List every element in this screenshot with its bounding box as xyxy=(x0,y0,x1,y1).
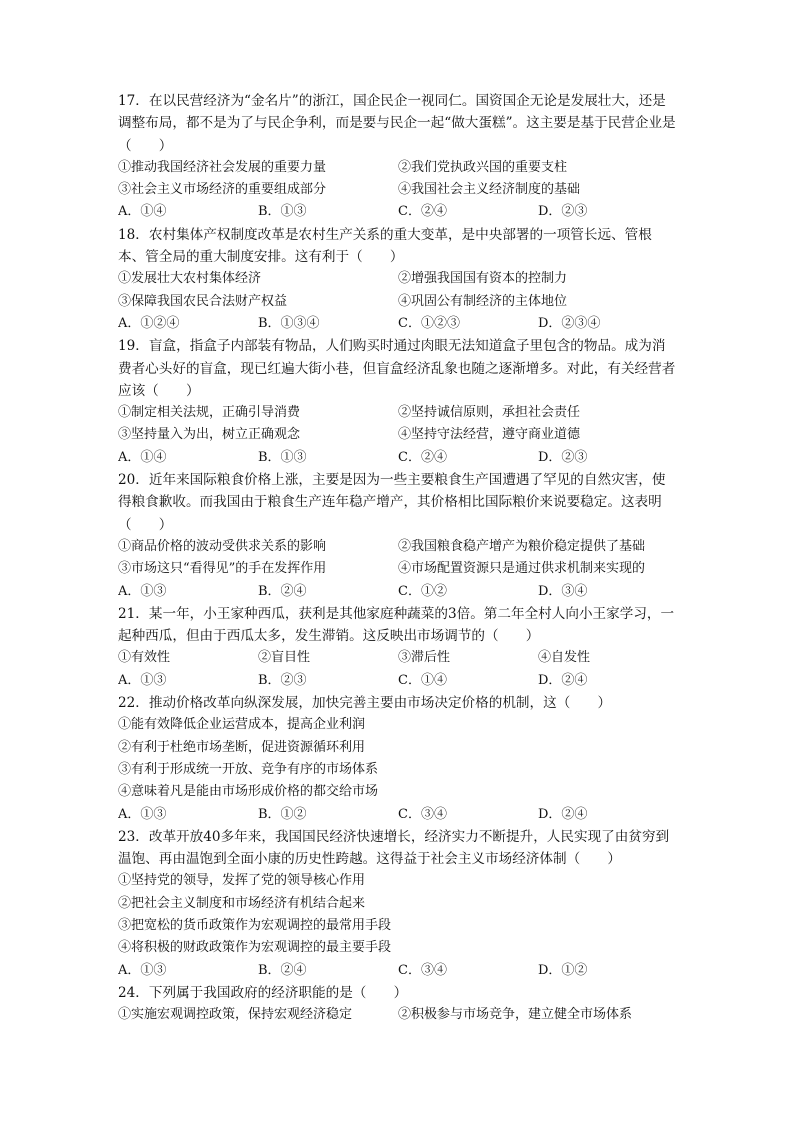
answer-choice-c: C．②④ xyxy=(398,204,447,220)
option-item: ④市场配置资源只是通过供求机制来实现的 xyxy=(398,561,646,577)
question-stem: 19．盲盒，指盒子内部装有物品，人们购买时通过肉眼无法知道盒子里包含的物品。成为消费者心头好的盲盒，现已红遍大街小巷，但盲盒经济乱象也随之逐渐增多。对此，有关经营者应该（ ） xyxy=(118,338,676,399)
answer-choice-d: D．②③④ xyxy=(538,315,601,331)
question-20 xyxy=(118,469,678,603)
question-stem: 18．农村集体产权制度改革是农村生产关系的重大变革，是中央部署的一项管长远、管根本、管全局的重大制度安排。这有利于（ ） xyxy=(118,226,652,266)
option-item: ④坚持守法经营，遵守商业道德 xyxy=(398,427,581,443)
question-stem: 21．某一年，小王家种西瓜，获利是其他家庭种蔬菜的3倍。第二年全村人向小王家学习，一起种西瓜，但由于西瓜太多，发生滞销。这反映出市场调节的（ ） xyxy=(118,605,675,645)
question-stem: 20．近年来国际粮食价格上涨，主要是因为一些主要粮食生产国遭遇了罕见的自然灾害，使得粮食歉收。而我国由于粮食生产连年稳产增产，其价格相比国际粮价来说要稳定。这表明（ ） xyxy=(118,472,666,533)
answer-choices xyxy=(118,447,678,469)
answer-choice-a: A．①③ xyxy=(118,962,167,978)
option-grid xyxy=(118,647,678,669)
option-item: ②我们党执政兴国的重要支柱 xyxy=(398,159,568,175)
answer-choice-a: A．①③ xyxy=(118,672,167,688)
option-item: ③把宽松的货币政策作为宏观调控的最常用手段 xyxy=(118,917,392,933)
answer-choice-d: D．②④ xyxy=(538,806,588,822)
answer-choices xyxy=(118,804,678,826)
option-item: ②盲目性 xyxy=(258,650,311,666)
answer-choice-a: A．①②④ xyxy=(118,315,180,331)
option-item: ②有利于杜绝市场垄断，促进资源循环利用 xyxy=(118,739,366,755)
option-item: ②我国粮食稳产增产为粮价稳定提供了基础 xyxy=(398,538,646,554)
option-item: ②积极参与市场竞争，建立健全市场体系 xyxy=(398,1007,633,1023)
answer-choice-a: A．①④ xyxy=(118,449,167,465)
answer-choice-b: B．①② xyxy=(258,806,307,822)
answer-choices xyxy=(118,960,678,982)
answer-choice-a: A．①③ xyxy=(118,583,167,599)
option-grid xyxy=(118,1004,678,1026)
option-item: ①坚持党的领导，发挥了党的领导核心作用 xyxy=(118,873,366,889)
option-item: ③社会主义市场经济的重要组成部分 xyxy=(118,182,327,198)
answer-choices xyxy=(118,581,678,603)
option-item: ④意味着凡是能由市场形成价格的都交给市场 xyxy=(118,784,379,800)
answer-choice-b: B．①③④ xyxy=(258,315,320,331)
option-item: ②把社会主义制度和市场经济有机结合起来 xyxy=(118,895,366,911)
answer-choice-c: C．①②③ xyxy=(398,315,460,331)
option-item: ①推动我国经济社会发展的重要力量 xyxy=(118,159,327,175)
option-grid xyxy=(118,268,678,313)
answer-choice-d: D．②④ xyxy=(538,672,588,688)
question-21 xyxy=(118,603,678,692)
answer-choice-d: D．③④ xyxy=(538,583,588,599)
option-list xyxy=(118,870,678,959)
option-item: ①能有效降低企业运营成本，提高企业利润 xyxy=(118,717,366,733)
answer-choice-b: B．②③ xyxy=(258,672,307,688)
option-item: ③有利于形成统一开放、竞争有序的市场体系 xyxy=(118,761,379,777)
answer-choice-a: A．①④ xyxy=(118,204,167,220)
option-grid xyxy=(118,157,678,202)
option-item: ③保障我国农民合法财产权益 xyxy=(118,293,288,309)
answer-choices xyxy=(118,313,678,335)
option-item: ①实施宏观调控政策，保持宏观经济稳定 xyxy=(118,1007,353,1023)
option-grid xyxy=(118,536,678,581)
answer-choice-b: B．①③ xyxy=(258,204,307,220)
answer-choice-c: C．③④ xyxy=(398,806,447,822)
option-item: ④巩固公有制经济的主体地位 xyxy=(398,293,568,309)
answer-choices xyxy=(118,670,678,692)
question-24 xyxy=(118,982,678,1027)
answer-choice-c: C．①④ xyxy=(398,672,447,688)
answer-choice-a: A．①③ xyxy=(118,806,167,822)
question-stem: 23．改革开放40多年来，我国国民经济快速增长，经济实力不断提升，人民实现了由贫穷到温饱、再由温饱到全面小康的历史性跨越。这得益于社会主义市场经济体制（ ） xyxy=(118,828,670,868)
answer-choice-d: D．②③ xyxy=(538,204,588,220)
question-stem: 17．在以民营经济为“金名片”的浙江，国企民企一视同仁。国资国企无论是发展壮大，还是调整布局，都不是为了与民企争利，而是要与民企一起“做大蛋糕”。这主要是基于民营企业是（ ） xyxy=(118,93,676,154)
option-item: ③坚持量入为出，树立正确观念 xyxy=(118,427,301,443)
option-item: ①发展壮大农村集体经济 xyxy=(118,271,262,287)
option-list xyxy=(118,714,678,803)
answer-choice-b: B．①③ xyxy=(258,449,307,465)
option-item: ②增强我国国有资本的控制力 xyxy=(398,271,568,287)
question-18 xyxy=(118,224,678,335)
exam-page xyxy=(118,90,678,1026)
option-item: ④将积极的财政政策作为宏观调控的最主要手段 xyxy=(118,940,392,956)
option-item: ④我国社会主义经济制度的基础 xyxy=(398,182,581,198)
option-item: ①商品价格的波动受供求关系的影响 xyxy=(118,538,327,554)
option-grid xyxy=(118,402,678,447)
answer-choice-d: D．①② xyxy=(538,962,588,978)
answer-choice-c: C．②④ xyxy=(398,449,447,465)
answer-choice-d: D．②③ xyxy=(538,449,588,465)
answer-choice-b: B．②④ xyxy=(258,962,307,978)
question-22 xyxy=(118,692,678,826)
option-item: ③滞后性 xyxy=(398,650,451,666)
question-stem: 22．推动价格改革向纵深发展，加快完善主要由市场决定价格的机制，这（ ） xyxy=(118,695,612,712)
option-item: ①有效性 xyxy=(118,650,171,666)
option-item: ③市场这只“看得见”的手在发挥作用 xyxy=(118,561,327,577)
answer-choice-b: B．②④ xyxy=(258,583,307,599)
option-item: ②坚持诚信原则，承担社会责任 xyxy=(398,405,581,421)
option-item: ④自发性 xyxy=(538,650,591,666)
answer-choice-c: C．①② xyxy=(398,583,447,599)
question-17 xyxy=(118,90,678,224)
option-item: ①制定相关法规，正确引导消费 xyxy=(118,405,301,421)
question-19 xyxy=(118,335,678,469)
question-23 xyxy=(118,826,678,982)
question-stem: 24．下列属于我国政府的经济职能的是（ ） xyxy=(118,984,408,1001)
answer-choices xyxy=(118,201,678,223)
answer-choice-c: C．③④ xyxy=(398,962,447,978)
